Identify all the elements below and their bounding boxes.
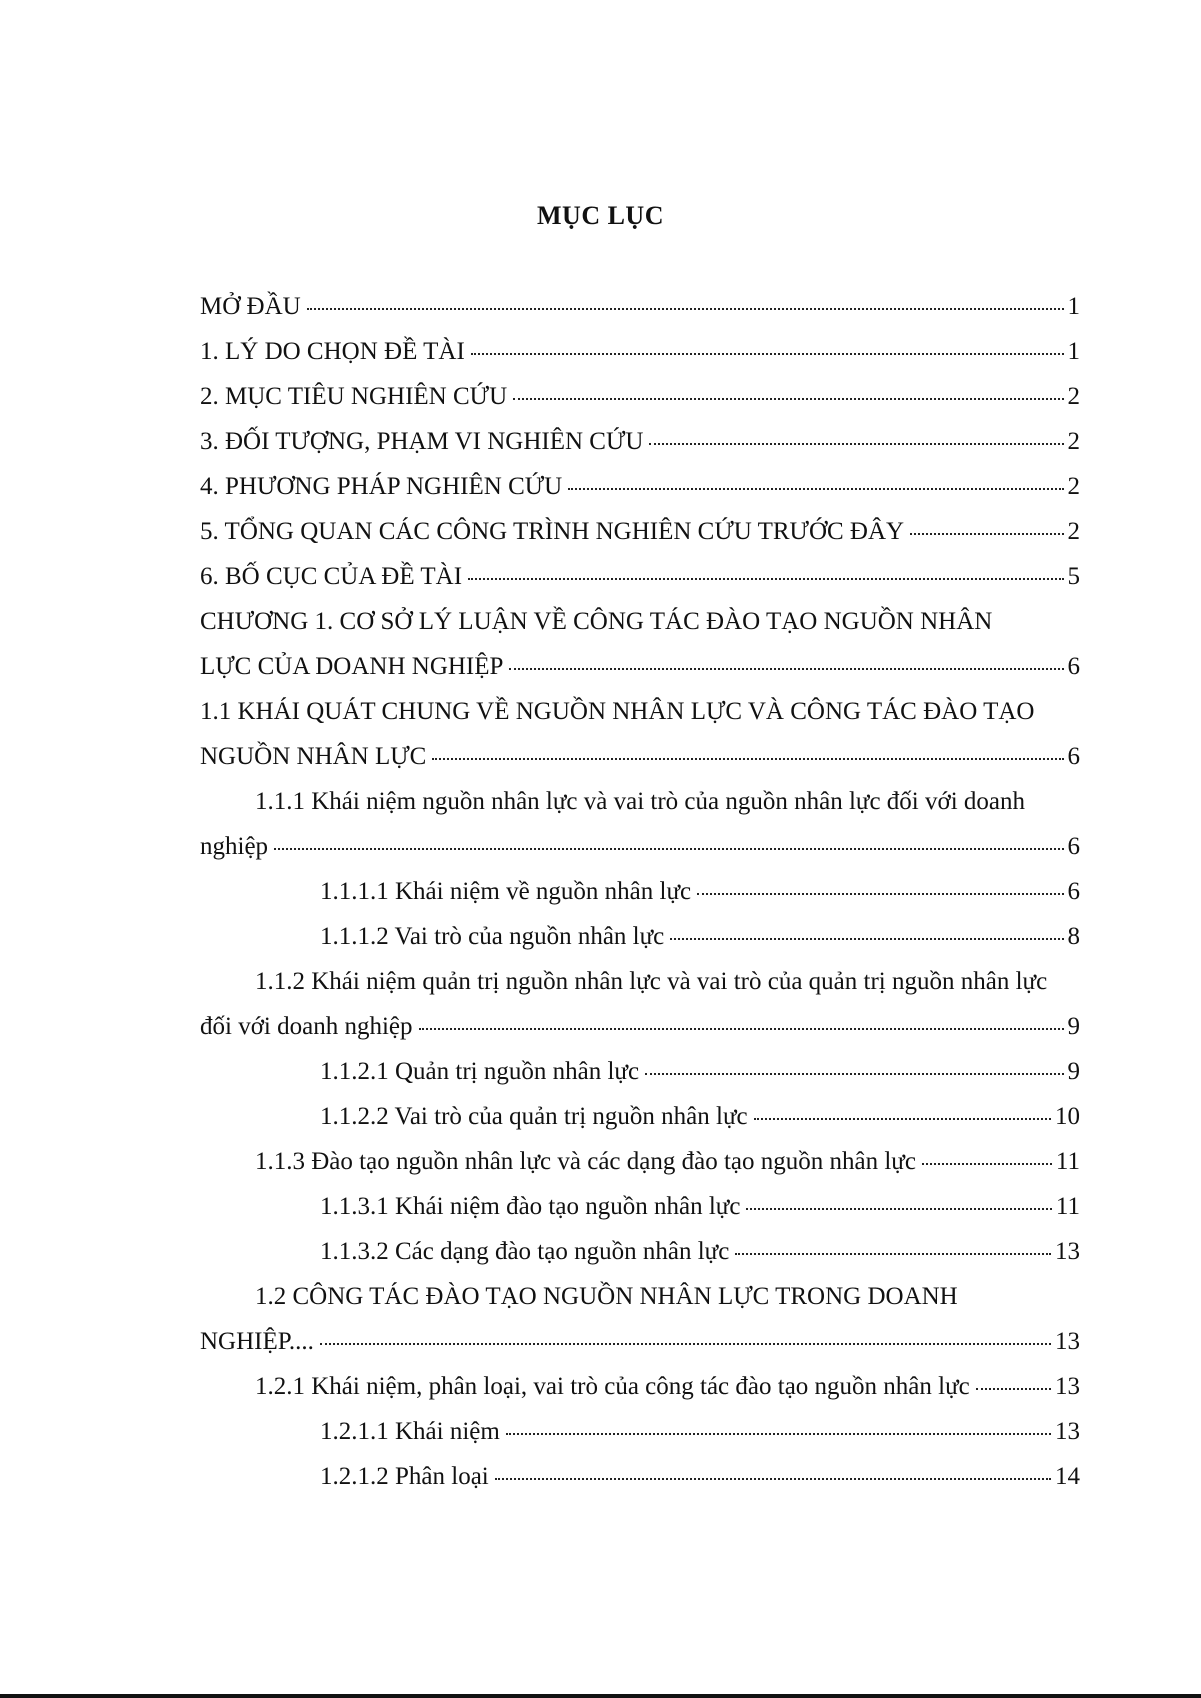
toc-page-number: 2 — [1067, 428, 1080, 455]
dot-leader — [274, 847, 1063, 850]
toc-entry[interactable] — [200, 1454, 1080, 1499]
toc-entry-text: 5. TỔNG QUAN CÁC CÔNG TRÌNH NGHIÊN CỨU TRƯỚC ĐÂY — [200, 518, 905, 545]
toc-page-number: 6 — [1067, 653, 1080, 680]
toc-entry[interactable] — [200, 374, 1080, 419]
toc-entry[interactable] — [200, 1184, 1080, 1229]
toc-page-number: 2 — [1067, 473, 1080, 500]
toc-entry-text: 1.1.2.2 Vai trò của quản trị nguồn nhân lực — [320, 1103, 748, 1130]
toc-entry-text: 1.2.1.1 Khái niệm — [320, 1418, 500, 1445]
dot-leader — [471, 352, 1064, 355]
toc-entry[interactable] — [200, 1274, 1080, 1364]
toc-entry[interactable] — [200, 959, 1080, 1049]
toc-page-number: 9 — [1067, 1058, 1080, 1085]
toc-entry[interactable] — [200, 914, 1080, 959]
dot-leader — [754, 1117, 1051, 1120]
toc-page-number: 11 — [1055, 1193, 1080, 1220]
toc-entry[interactable] — [200, 329, 1080, 374]
toc-entry[interactable] — [200, 1229, 1080, 1274]
page-bottom-edge — [0, 1694, 1201, 1698]
toc-page-number: 14 — [1055, 1463, 1080, 1490]
toc-entry-text: 1.1.1.2 Vai trò của nguồn nhân lực — [320, 923, 665, 950]
toc-entry[interactable] — [200, 1409, 1080, 1454]
toc-entry-text: MỞ ĐẦU — [200, 293, 301, 320]
toc-entry-text: 2. MỤC TIÊU NGHIÊN CỨU — [200, 383, 508, 410]
toc-entry-text: nghiệp — [200, 833, 269, 860]
dot-leader — [697, 892, 1063, 895]
dot-leader — [513, 397, 1063, 400]
toc-page-number: 13 — [1055, 1328, 1080, 1355]
toc-entry[interactable] — [200, 1049, 1080, 1094]
toc-page-number: 10 — [1055, 1103, 1080, 1130]
toc-entry[interactable] — [200, 419, 1080, 464]
dot-leader — [922, 1162, 1052, 1165]
toc-entry-heading: CHƯƠNG 1. CƠ SỞ LÝ LUẬN VỀ CÔNG TÁC ĐÀO TẠO NGUỒN NHÂN — [200, 608, 993, 635]
toc-page-number: 11 — [1055, 1148, 1080, 1175]
toc-entry[interactable] — [200, 1364, 1080, 1409]
dot-leader — [645, 1072, 1063, 1075]
toc-page-number: 9 — [1067, 1013, 1080, 1040]
toc-entry-heading: 1.1.1 Khái niệm nguồn nhân lực và vai trò của nguồn nhân lực đối với doanh — [255, 788, 1026, 815]
toc-entry-text: 3. ĐỐI TƯỢNG, PHẠM VI NGHIÊN CỨU — [200, 428, 644, 455]
toc-page-number: 6 — [1067, 878, 1080, 905]
toc-page-number: 13 — [1055, 1238, 1080, 1265]
toc-page-number: 2 — [1067, 383, 1080, 410]
toc-entry[interactable] — [200, 599, 1080, 689]
dot-leader — [320, 1342, 1051, 1345]
toc-page-number: 1 — [1067, 293, 1080, 320]
dot-leader — [670, 937, 1063, 940]
toc-page-number: 1 — [1067, 338, 1080, 365]
dot-leader — [307, 307, 1064, 310]
toc-entry[interactable] — [200, 1094, 1080, 1139]
toc-entry-text: 1.2.1.2 Phân loại — [320, 1463, 489, 1490]
toc-entry[interactable] — [200, 284, 1080, 329]
toc-entry-text: 1.2.1 Khái niệm, phân loại, vai trò của công tác đào tạo nguồn nhân lực — [255, 1373, 970, 1400]
dot-leader — [495, 1477, 1051, 1480]
toc-entry-heading: 1.1.2 Khái niệm quản trị nguồn nhân lực và vai trò của quản trị nguồn nhân lực — [255, 968, 1048, 995]
toc-entry-text: 6. BỐ CỤC CỦA ĐỀ TÀI — [200, 563, 463, 590]
dot-leader — [468, 577, 1063, 580]
toc-page-number: 13 — [1055, 1418, 1080, 1445]
toc-entry-text: 4. PHƯƠNG PHÁP NGHIÊN CỨU — [200, 473, 563, 500]
dot-leader — [649, 442, 1063, 445]
toc-entry-heading: 1.1 KHÁI QUÁT CHUNG VỀ NGUỒN NHÂN LỰC VÀ CÔNG TÁC ĐÀO TẠO — [200, 698, 1035, 725]
toc-page-number: 2 — [1067, 518, 1080, 545]
dot-leader — [735, 1252, 1051, 1255]
toc-entry[interactable] — [200, 554, 1080, 599]
toc-page-number: 6 — [1067, 833, 1080, 860]
toc-entry-text: đối với doanh nghiệp — [200, 1013, 413, 1040]
dot-leader — [506, 1432, 1051, 1435]
toc-page-number: 13 — [1055, 1373, 1080, 1400]
toc-entry-text: 1.1.3 Đào tạo nguồn nhân lực và các dạng đào tạo nguồn nhân lực — [255, 1148, 916, 1175]
toc-entry-text: NGHIỆP.... — [200, 1328, 314, 1355]
dot-leader — [976, 1387, 1051, 1390]
toc-entry-text: NGUỒN NHÂN LỰC — [200, 743, 427, 770]
toc-entry-text: 1. LÝ DO CHỌN ĐỀ TÀI — [200, 338, 465, 365]
toc-entry[interactable] — [200, 689, 1080, 779]
dot-leader — [568, 487, 1063, 490]
toc-entry-text: 1.1.2.1 Quản trị nguồn nhân lực — [320, 1058, 640, 1085]
toc-entry-text: 1.1.3.1 Khái niệm đào tạo nguồn nhân lực — [320, 1193, 741, 1220]
dot-leader — [419, 1027, 1064, 1030]
toc-page-number: 5 — [1067, 563, 1080, 590]
toc-entry[interactable] — [200, 1139, 1080, 1184]
toc-page-number: 8 — [1067, 923, 1080, 950]
dot-leader — [746, 1207, 1052, 1210]
toc-entry-text: LỰC CỦA DOANH NGHIỆP — [200, 653, 504, 680]
toc-entry[interactable] — [200, 464, 1080, 509]
toc-entry-text: 1.1.3.2 Các dạng đào tạo nguồn nhân lực — [320, 1238, 730, 1265]
toc-page-number: 6 — [1067, 743, 1080, 770]
toc-entry-heading: 1.2 CÔNG TÁC ĐÀO TẠO NGUỒN NHÂN LỰC TRONG DOANH — [255, 1283, 958, 1310]
toc-list — [200, 284, 1080, 1499]
dot-leader — [910, 532, 1063, 535]
toc-entry-text: 1.1.1.1 Khái niệm về nguồn nhân lực — [320, 878, 692, 905]
toc-entry[interactable] — [200, 779, 1080, 869]
toc-entry[interactable] — [200, 869, 1080, 914]
toc-entry[interactable] — [200, 509, 1080, 554]
dot-leader — [432, 757, 1063, 760]
dot-leader — [509, 667, 1063, 670]
toc-title: MỤC LỤC — [537, 201, 664, 230]
